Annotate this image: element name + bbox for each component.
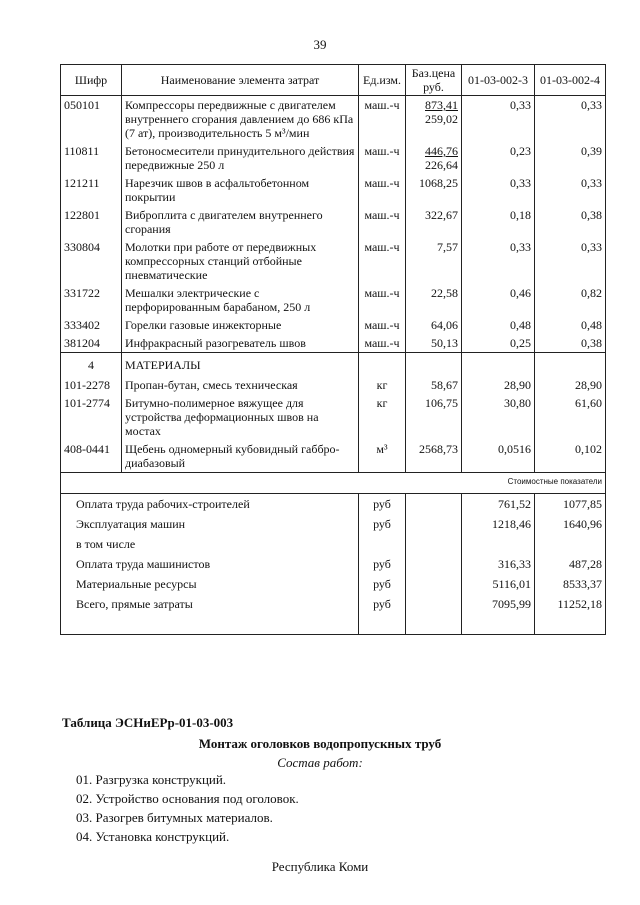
- totals-label: в том числе: [61, 534, 359, 554]
- works-list: [76, 770, 299, 846]
- empty-cell: [406, 494, 462, 515]
- empty-cell: [406, 594, 462, 614]
- cell-unit: маш.-ч: [359, 316, 406, 334]
- totals-unit: руб: [359, 554, 406, 574]
- price-secondary: 226,64: [425, 158, 458, 172]
- section-number: 4: [61, 353, 122, 377]
- cell-value-2: 0,38: [535, 206, 606, 238]
- cell-code: 101-2774: [61, 394, 122, 440]
- totals-unit: [359, 534, 406, 554]
- cell-name: Битумно-полимерное вяжущее для устройства деформационных швов на мостах: [122, 394, 359, 440]
- cell-name: Мешалки электрические с перфорированным барабаном, 250 л: [122, 284, 359, 316]
- cell-unit: кг: [359, 376, 406, 394]
- cell-value-2: 0,33: [535, 238, 606, 284]
- totals-value-1: 316,33: [462, 554, 535, 574]
- cell-code: 330804: [61, 238, 122, 284]
- totals-label: Всего, прямые затраты: [61, 594, 359, 614]
- cell-name: Виброплита с двигателем внутреннего сгорания: [122, 206, 359, 238]
- list-item: 03. Разогрев битумных материалов.: [76, 810, 273, 825]
- totals-value-1: 7095,99: [462, 594, 535, 614]
- cell-unit: маш.-ч: [359, 284, 406, 316]
- totals-value-2: 1077,85: [535, 494, 606, 515]
- totals-value-2: 11252,18: [535, 594, 606, 614]
- list-item: 01. Разгрузка конструкций.: [76, 772, 227, 787]
- cell-value-1: 0,25: [462, 334, 535, 353]
- col-header-price: Баз.цена руб.: [406, 65, 462, 96]
- cell-name: Нарезчик швов в асфальтобетонном покрытии: [122, 174, 359, 206]
- cost-caption-row: [61, 473, 606, 494]
- cell-price: [406, 142, 462, 174]
- cell-value-2: 0,48: [535, 316, 606, 334]
- cell-name: Молотки при работе от передвижных компрессорных станций отбойные пневматические: [122, 238, 359, 284]
- cell-code: 122801: [61, 206, 122, 238]
- totals-row: [61, 514, 606, 534]
- footer-region: Республика Коми: [271, 859, 369, 874]
- next-table-title: Таблица ЭСНиЕРр-01-03-003: [62, 715, 234, 730]
- cell-price: 7,57: [406, 238, 462, 284]
- cell-code: 101-2278: [61, 376, 122, 394]
- empty-cell: [359, 353, 406, 377]
- col-header-name: Наименование элемента затрат: [122, 65, 359, 96]
- totals-value-2: 487,28: [535, 554, 606, 574]
- empty-cell: [61, 614, 359, 635]
- section-row-materials: [61, 353, 606, 377]
- totals-value-2: 8533,37: [535, 574, 606, 594]
- empty-cell: [406, 514, 462, 534]
- estimate-table: [60, 64, 606, 635]
- table-row: [61, 284, 606, 316]
- cell-value-2: 0,38: [535, 334, 606, 353]
- cell-name: Щебень одномерный кубовидный габбро-диабазовый: [122, 440, 359, 473]
- totals-value-2: 1640,96: [535, 514, 606, 534]
- empty-cell: [406, 574, 462, 594]
- totals-unit: руб: [359, 494, 406, 515]
- cell-value-1: 0,46: [462, 284, 535, 316]
- cell-code: 110811: [61, 142, 122, 174]
- table-row: [61, 394, 606, 440]
- table-row: [61, 206, 606, 238]
- cell-value-2: 0,102: [535, 440, 606, 473]
- cell-name: Бетоносмесители принудительного действия передвижные 250 л: [122, 142, 359, 174]
- section-title: МАТЕРИАЛЫ: [122, 353, 359, 377]
- table-row: [61, 142, 606, 174]
- cell-value-1: 0,23: [462, 142, 535, 174]
- cell-name: Горелки газовые инжекторные: [122, 316, 359, 334]
- cell-name: Пропан-бутан, смесь техническая: [122, 376, 359, 394]
- cell-value-2: 0,33: [535, 96, 606, 143]
- cell-price: 322,67: [406, 206, 462, 238]
- totals-label: Материальные ресурсы: [61, 574, 359, 594]
- cell-name: Инфракрасный разогреватель швов: [122, 334, 359, 353]
- cell-price: 58,67: [406, 376, 462, 394]
- totals-value-1: 761,52: [462, 494, 535, 515]
- cell-value-1: 0,33: [462, 174, 535, 206]
- cell-price: 2568,73: [406, 440, 462, 473]
- next-table-subtitle: Монтаж оголовков водопропускных труб: [198, 736, 442, 751]
- totals-value-2: [535, 534, 606, 554]
- cell-value-1: 0,33: [462, 96, 535, 143]
- cell-code: 381204: [61, 334, 122, 353]
- cell-code: 050101: [61, 96, 122, 143]
- empty-cell: [406, 554, 462, 574]
- table-row: [61, 440, 606, 473]
- cell-unit: маш.-ч: [359, 206, 406, 238]
- cell-unit: маш.-ч: [359, 142, 406, 174]
- totals-label: Оплата труда машинистов: [61, 554, 359, 574]
- totals-value-1: 5116,01: [462, 574, 535, 594]
- cell-value-1: 0,48: [462, 316, 535, 334]
- cell-code: 331722: [61, 284, 122, 316]
- cell-value-1: 0,18: [462, 206, 535, 238]
- totals-unit: руб: [359, 514, 406, 534]
- table-row: [61, 238, 606, 284]
- cell-price: 106,75: [406, 394, 462, 440]
- cost-caption: Стоимостные показатели: [61, 473, 606, 494]
- cell-value-1: 28,90: [462, 376, 535, 394]
- cell-value-1: 0,0516: [462, 440, 535, 473]
- cell-value-2: 28,90: [535, 376, 606, 394]
- col-header-unit: Ед.изм.: [359, 65, 406, 96]
- cell-unit: маш.-ч: [359, 238, 406, 284]
- list-item: 02. Устройство основания под оголовок.: [76, 791, 299, 806]
- totals-row: [61, 534, 606, 554]
- cell-code: 333402: [61, 316, 122, 334]
- cell-value-2: 0,33: [535, 174, 606, 206]
- table-row: [61, 96, 606, 143]
- cell-unit: кг: [359, 394, 406, 440]
- cell-value-2: 0,39: [535, 142, 606, 174]
- list-item: 04. Установка конструкций.: [76, 829, 230, 844]
- cell-code: 121211: [61, 174, 122, 206]
- totals-row: [61, 494, 606, 515]
- empty-cell: [535, 353, 606, 377]
- cell-code: 408-0441: [61, 440, 122, 473]
- price-secondary: 259,02: [425, 112, 458, 126]
- price-value: 446,76: [425, 144, 458, 158]
- totals-label: Эксплуатация машин: [61, 514, 359, 534]
- totals-label: Оплата труда рабочих-строителей: [61, 494, 359, 515]
- cell-unit: маш.-ч: [359, 174, 406, 206]
- empty-cell: [462, 353, 535, 377]
- cell-price: 1068,25: [406, 174, 462, 206]
- totals-value-1: [462, 534, 535, 554]
- empty-cell: [406, 614, 462, 635]
- empty-cell: [535, 614, 606, 635]
- empty-cell: [359, 614, 406, 635]
- table-row: [61, 334, 606, 353]
- table-header-row: [61, 65, 606, 96]
- cell-price: 64,06: [406, 316, 462, 334]
- totals-row: [61, 574, 606, 594]
- totals-unit: руб: [359, 594, 406, 614]
- cell-unit: маш.-ч: [359, 96, 406, 143]
- composition-heading: Состав работ:: [277, 755, 363, 770]
- cell-price: [406, 96, 462, 143]
- cell-value-1: 30,80: [462, 394, 535, 440]
- cell-price: 22,58: [406, 284, 462, 316]
- cell-unit: маш.-ч: [359, 334, 406, 353]
- totals-unit: руб: [359, 574, 406, 594]
- cell-value-2: 0,82: [535, 284, 606, 316]
- cell-price: 50,13: [406, 334, 462, 353]
- totals-row: [61, 554, 606, 574]
- cell-unit: м³: [359, 440, 406, 473]
- empty-cell: [406, 534, 462, 554]
- cell-value-1: 0,33: [462, 238, 535, 284]
- empty-cell: [462, 614, 535, 635]
- col-header-norm-4: 01-03-002-4: [535, 65, 606, 96]
- cell-value-2: 61,60: [535, 394, 606, 440]
- page-number: 39: [313, 37, 327, 52]
- col-header-code: Шифр: [61, 65, 122, 96]
- table-row: [61, 316, 606, 334]
- totals-row: [61, 594, 606, 614]
- table-bottom-row: [61, 614, 606, 635]
- table-row: [61, 174, 606, 206]
- totals-value-1: 1218,46: [462, 514, 535, 534]
- cell-name: Компрессоры передвижные с двигателем внутреннего сгорания давлением до 686 кПа (7 ат), производительность 5 м³/мин: [122, 96, 359, 143]
- table-row: [61, 376, 606, 394]
- price-value: 873,41: [425, 98, 458, 112]
- col-header-norm-3: 01-03-002-3: [462, 65, 535, 96]
- empty-cell: [406, 353, 462, 377]
